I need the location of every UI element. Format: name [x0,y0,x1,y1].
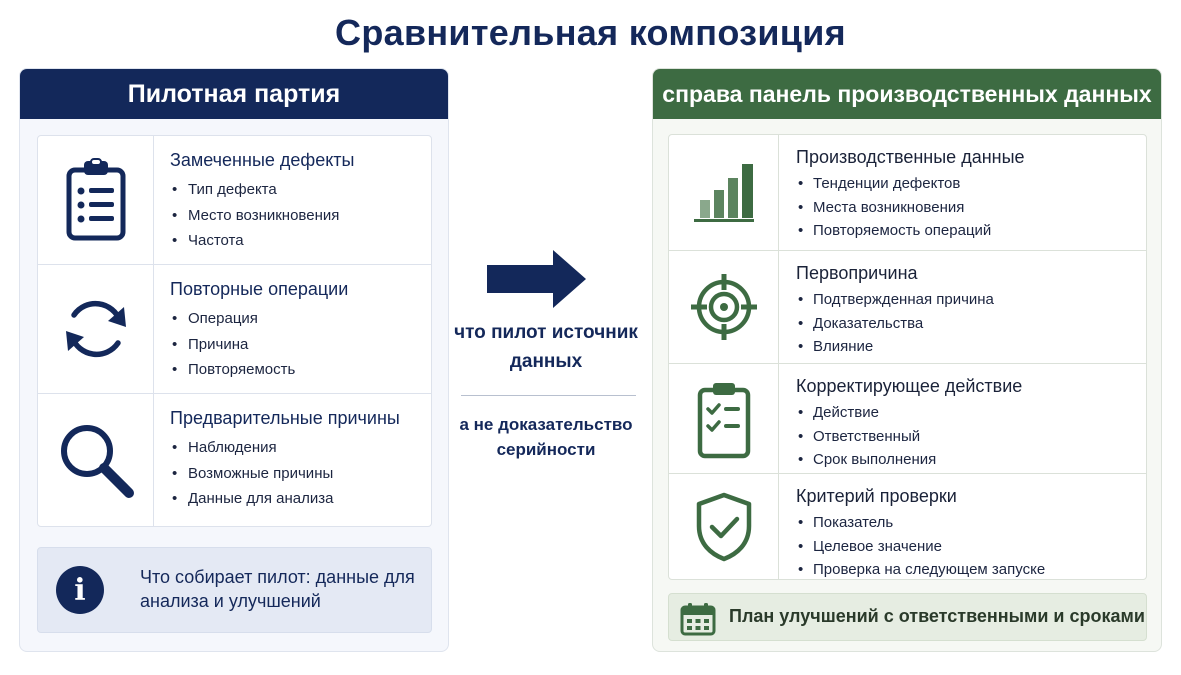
section-defects [38,136,431,265]
list-item: • Повторяемость операций [796,219,1025,243]
list-item: • Показатель [796,511,1045,535]
section-title: Первопричина [796,263,918,283]
list-item: • Причина [170,332,348,358]
arrow-right-icon [487,250,587,313]
section-verification-criterion [669,474,1146,579]
list-item: • Тенденции дефектов [796,172,1025,196]
middle-primary-text: что пилот источник данных [454,322,638,372]
list-item: • Действие [796,401,1022,425]
section-repeat-operations [38,265,431,394]
list-item: • Тип дефекта [170,177,354,203]
list-item: • Места возникновения [796,196,1025,220]
shield-check-icon [669,474,779,579]
list-item: • Данные для анализа [170,486,400,512]
section-title: Корректирующее действие [796,376,1023,396]
section-title: Предварительные причины [170,408,400,428]
list-item: • Частота [170,228,354,254]
middle-divider [461,395,636,396]
section-preliminary-causes [38,394,431,526]
list-item: • Операция [170,306,348,332]
list-item: • Повторяемость [170,357,348,383]
pilot-sections [37,135,432,527]
pilot-batch-panel [19,68,449,652]
pilot-batch-header: Пилотная партия [20,69,448,119]
section-title: Повторные операции [170,279,349,299]
checklist-icon [669,364,779,473]
bar-chart-icon [669,135,779,250]
section-title: Производственные данные [796,147,1025,167]
page-title: Сравнительная композиция [335,12,846,53]
list-item: • Место возникновения [170,203,354,229]
info-icon: i [56,566,104,614]
list-item: • Наблюдения [170,435,400,461]
section-title: Замеченные дефекты [170,150,355,170]
improvement-plan-text: План улучшений с ответственными и сроками [729,606,1145,626]
list-item: • Доказательства [796,312,994,336]
production-sections [668,134,1147,580]
list-item: • Целевое значение [796,535,1045,559]
section-root-cause [669,251,1146,364]
section-production-data [669,135,1146,251]
pilot-info-text: Что собирает пилот: данные для анализа и улучшений [140,567,415,611]
section-corrective-action [669,364,1146,474]
list-item: • Влияние [796,335,994,359]
target-crosshair-icon [669,251,779,363]
list-item: • Возможные причины [170,461,400,487]
magnifier-icon [38,394,154,526]
calendar-icon [680,602,716,641]
list-item: • Ответственный [796,425,1022,449]
improvement-plan-box [668,593,1147,641]
refresh-cycle-icon [38,265,154,393]
list-item: • Подтвержденная причина [796,288,994,312]
section-title: Критерий проверки [796,486,957,506]
pilot-info-box [37,547,432,633]
production-data-panel [652,68,1162,652]
clipboard-list-icon [38,136,154,264]
list-item: • Проверка на следующем запуске [796,558,1045,582]
production-data-header: справа панель производственных данных [653,69,1161,119]
middle-secondary-text: а не доказательство серийности [459,415,633,459]
list-item: • Срок выполнения [796,448,1022,472]
